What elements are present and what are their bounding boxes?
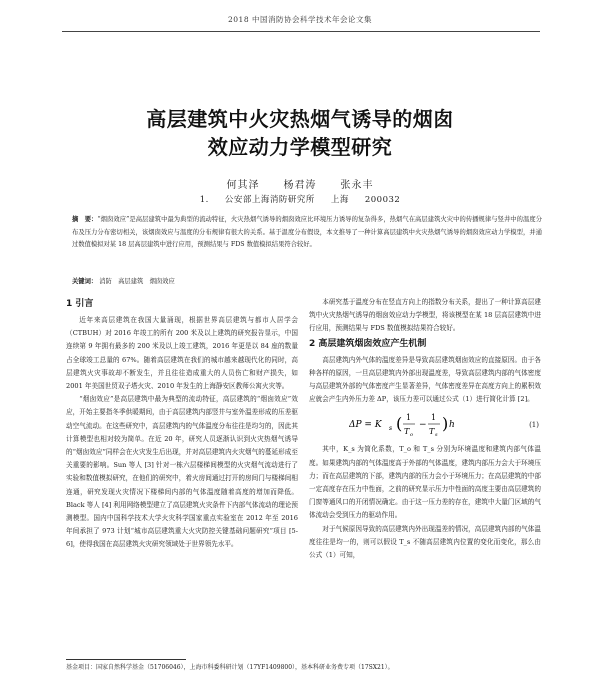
equation-1 bbox=[309, 409, 541, 439]
affiliation-index: 1. bbox=[199, 195, 209, 205]
equation-1-formula bbox=[349, 409, 479, 439]
running-header: 2018 中国消防协会科学技术年会论文集 bbox=[228, 15, 372, 24]
formula-paren-close: ) bbox=[442, 414, 449, 434]
intro-paragraph-3: 本研究基于温度分布在竖直方向上的指数分布关系，提出了一种计算高层建筑中火灾热烟气诱导的烟囱效应动力学模型，将该模型在某 18 层高层建筑中进行应用，预测结果与 FDS 数值模拟结果符合较好。 bbox=[309, 298, 541, 333]
author-2: 杨君涛 bbox=[283, 180, 317, 191]
formula-den-2-sub: s bbox=[435, 432, 438, 439]
funding-footnote: 基金项目：国家自然科学基金（51706046），上海市科委科研计划（17YF1409800），基本科研业务费专项（17SX21）。 bbox=[66, 664, 394, 671]
paper-title-line-1: 高层建筑中火灾热烟气诱导的烟囱 bbox=[146, 107, 454, 131]
keyword-3: 烟囱效应 bbox=[149, 278, 175, 285]
right-column bbox=[309, 296, 541, 562]
header-rule bbox=[62, 31, 540, 32]
mechanism-paragraph-2: 其中，K_s 为简化系数，T_o 和 T_s 分别为环境温度和建筑内部气体温度。如果建筑内部的气体温度高于外部的气体温度，建筑内部压力会大于环境压力；而在高层建筑的下部，建筑内部的压力会小于环境压力；在高层建筑的中部一定高度存在压力中性面，之前的研究显示压力中性面的高度主要由高层建筑的门窗等通风口的开闭情况确定。由于这一压力差的存在，建筑中大量门区域的气体流动会受到压力的驱动作用。 bbox=[309, 445, 541, 520]
author-1: 何其泽 bbox=[226, 180, 260, 191]
formula-subscript-s: s bbox=[389, 425, 393, 433]
formula-num-1: 1 bbox=[406, 413, 412, 423]
intro-paragraph-1: 近年来高层建筑在我国大量涌现，根据世界高层建筑与都市人居学会（CTBUH）对 2016 年竣工的所有 200 米及以上建筑的研究报告显示，中国连续第 9 年拥有最多的 200 米及以上竣工建筑，2016 年更是以 84 座的数量占全球竣工总量的 67%。随着高层建筑在我们的城市越来越现代化的同时，高层建筑火灾事故却不断发生，并且往往造成重大的人员伤亡和财产损失，如 2001 年美国世贸双子塔火灾、2010 年发生的上海静安区教师公寓火灾等。 bbox=[66, 316, 298, 391]
formula-tail: h bbox=[449, 420, 455, 431]
keywords bbox=[72, 277, 542, 287]
formula-paren-open: ( bbox=[396, 414, 403, 434]
affiliation-postcode: 200032 bbox=[364, 195, 401, 205]
section-1-heading: 1 引言 bbox=[66, 299, 94, 309]
keyword-1: 消防 bbox=[99, 278, 112, 285]
formula-num-2: 1 bbox=[431, 413, 437, 423]
mechanism-paragraph-3: 对于气候原因导致的高层建筑内外出现温差的情况，高层建筑内部的气体温度往往是均一的，则可以假设 T_s 不随高层建筑内位置的变化而变化，那么由公式（1）可知， bbox=[309, 524, 541, 560]
affiliation-org: 公安部上海消防研究所 bbox=[224, 195, 315, 205]
abstract bbox=[72, 214, 542, 252]
keywords-label: 关键词： bbox=[72, 278, 98, 285]
affiliation bbox=[0, 193, 600, 205]
affiliation-city: 上海 bbox=[330, 195, 349, 205]
footnote-rule bbox=[66, 659, 186, 660]
mechanism-paragraph-1: 高层建筑内外气体的温度差异是导致高层建筑烟囱效应的直接原因。由于各种各样的原因，一旦高层建筑内外部出现温度差，导致高层建筑内部的气体密度与高层建筑外部的气体密度产生显著差异，气体密度差异在高度方向上的累积效应就会产生内外压力差 ΔP，该压力差可以通过公式（1）进行简化计算 [2]。 bbox=[309, 355, 541, 404]
formula-lhs: ΔP = K bbox=[349, 420, 382, 431]
abstract-label: 摘 要： bbox=[72, 216, 98, 223]
formula-minus: − bbox=[419, 420, 427, 431]
author-3: 张永丰 bbox=[340, 180, 374, 191]
keyword-2: 高层建筑 bbox=[118, 278, 144, 285]
author-list bbox=[0, 176, 600, 191]
left-column bbox=[66, 296, 298, 552]
formula-den-1-sub: o bbox=[410, 432, 414, 439]
intro-paragraph-2: “烟囱效应”是高层建筑中最为典型的流动特征，高层建筑的“烟囱效应”效应，开始主要指冬季供暖期间，由于高层建筑内部竖井与室外温差形成的压差驱动空气流动。在这些研究中，高层建筑内的气体温度分布往往是均匀的，因此其计算模型也相对较为简单。在近 20 年，研究人员逐渐认识到火灾热烟气诱导的“烟囱效应”同样会在火灾发生后出现，并对高层建筑内火灾烟气的蔓延形成至关重要的影响。Sun 等人 [3] 针对一栋六层楼梯间模型的火灾烟气流动进行了实验和数值模拟研究，在他们的研究中，着火房间通过打开的房间门与楼梯间相连通，研究发现火灾情况下楼梯间内部的气体温度随着高度的增加而降低。Black 等人 [4] 利用网络模型建立了高层建筑火灾条件下内部气体流动的理论预测模型。国内中国科学技术大学火灾科学国家重点实验室在 2012 年至 2016 年间承担了 973 计划“城市高层建筑重大火灾防控关键基础问题研究”项目 [5-6]，使得我国在高层建筑火灾研究领域处于世界领先水平。 bbox=[66, 395, 299, 549]
abstract-text: “烟囱效应”是高层建筑中最为典型的流动特征，火灾热烟气诱导的烟囱效应比环境压力诱导的复杂得多，热烟气在高层建筑火灾中的传播规律与竖井中的温度分布及压力分布密切相关，该烟囱效应与温度的分布规律有很大的关系。基于温度分布假设，本文推导了一种计算高层建筑中火灾热烟气诱导的烟囱效应动力学模型，并通过数值模拟对某 18 层高层建筑中进行应用，预测结果与 FDS 数值模拟结果符合较好。 bbox=[72, 216, 542, 249]
paper-title-line-2: 效应动力学模型研究 bbox=[207, 135, 393, 159]
formula-den-2: T bbox=[429, 427, 435, 437]
section-2-heading: 2 高层建筑烟囱效应产生机制 bbox=[309, 338, 427, 349]
equation-number: (1) bbox=[529, 421, 539, 430]
formula-den-1: T bbox=[404, 427, 410, 437]
